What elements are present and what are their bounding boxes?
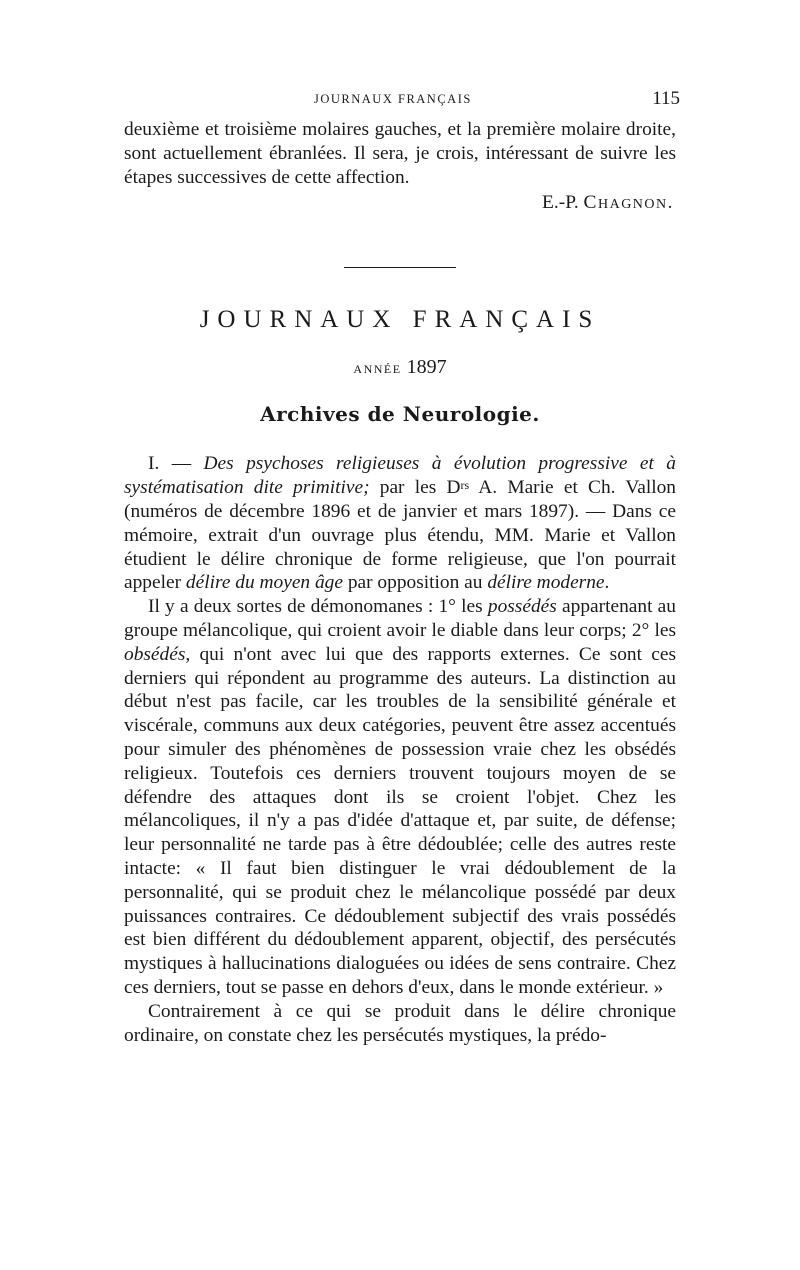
signature-initials: E.-P. — [542, 192, 579, 214]
signature — [124, 191, 676, 215]
article-text-1: A. Marie et Ch. Vallon (numéros de décembre 1896 et de janvier et mars 1897). — Dans ce mémoire, extrait d'un ouvrage plus étendu, MM. Marie et Vallon étudient le délire chronique de forme religieuse, que l'on pourrait appeler — [124, 477, 676, 594]
section-divider — [344, 267, 456, 268]
article-number: I. — — [148, 453, 192, 475]
journal-heading: Archives de Neurologie. — [260, 402, 540, 427]
article-text-2: par opposition au — [347, 572, 483, 594]
year-heading — [124, 356, 676, 382]
p2-emphasis-1: possédés — [487, 596, 557, 618]
article-paragraph-1 — [124, 452, 676, 595]
article-text-3: . — [604, 572, 610, 594]
article-by-sup: rs — [460, 478, 470, 493]
page — [124, 88, 680, 1047]
article-paragraph-2 — [124, 595, 676, 1000]
year-value: 1897 — [406, 356, 447, 379]
p2-text-c: , qui n'ont avec lui que des rapports externes. Ce sont ces derniers qui répondent au programme des auteurs. La distinction au début n'est pas facile, car les troubles de la sensibilité générale et viscérale, communs aux deux catégories, peuvent être assez accentués pour simuler des phénomènes de possession vraie chez les obsédés religieux. Toutefois ces derniers trouvent toujours moyen de se défendre des attaques dont ils se croient l'objet. Chez les mélancoliques, il n'y a pas d'idée d'attaque et, par suite, de défense; leur personnalité ne tarde pas à être dédoublée; celle des autres reste intacte: « Il faut bien distinguer le vrai dédoublement de la personnalité, qui se produit chez le mélancolique possédé par deux puissances contraires. Ce dédoublement subjectif des vrais possédés est bien différent du dédoublement apparent, objectif, des persécutés mystiques à hallucinations dialoguées ou idées de sens contraire. Chez ces derniers, tout se passe en dehors d'eux, dans le monde extérieur. » — [124, 643, 676, 998]
running-head — [124, 88, 680, 118]
article-title: Des psychoses religieuses à évolution progressive et à systématisation dite primitive; — [124, 453, 676, 499]
article-paragraph-3: Contrairement à ce qui se produit dans le délire chronique ordinaire, on constate chez les persécutés mystiques, la prédo- — [124, 1000, 676, 1046]
p2-emphasis-2: obsédés — [124, 643, 186, 665]
running-head-title: JOURNAUX FRANÇAIS — [314, 92, 472, 106]
article-emphasis-2: délire moderne — [487, 572, 605, 594]
section-title: JOURNAUX FRANÇAIS — [199, 306, 601, 334]
page-number: 115 — [652, 88, 680, 109]
p2-text-b: appartenant au groupe mélancolique, qui croient avoir le diable dans leur corps; 2° les — [124, 596, 676, 641]
article-by: par les D — [379, 477, 461, 499]
p2-text-a: Il y a deux sortes de démonomanes : 1° les — [148, 596, 483, 618]
article-emphasis-1: délire du moyen âge — [185, 572, 343, 594]
signature-name: Chagnon. — [583, 192, 674, 214]
year-label: ANNÉE — [353, 362, 402, 377]
intro-paragraph: deuxième et troisième molaires gauches, et la première molaire droite, sont actuellement ébranlées. Il sera, je crois, intéressant de suivre les étapes successives de cette affection. — [124, 119, 676, 188]
